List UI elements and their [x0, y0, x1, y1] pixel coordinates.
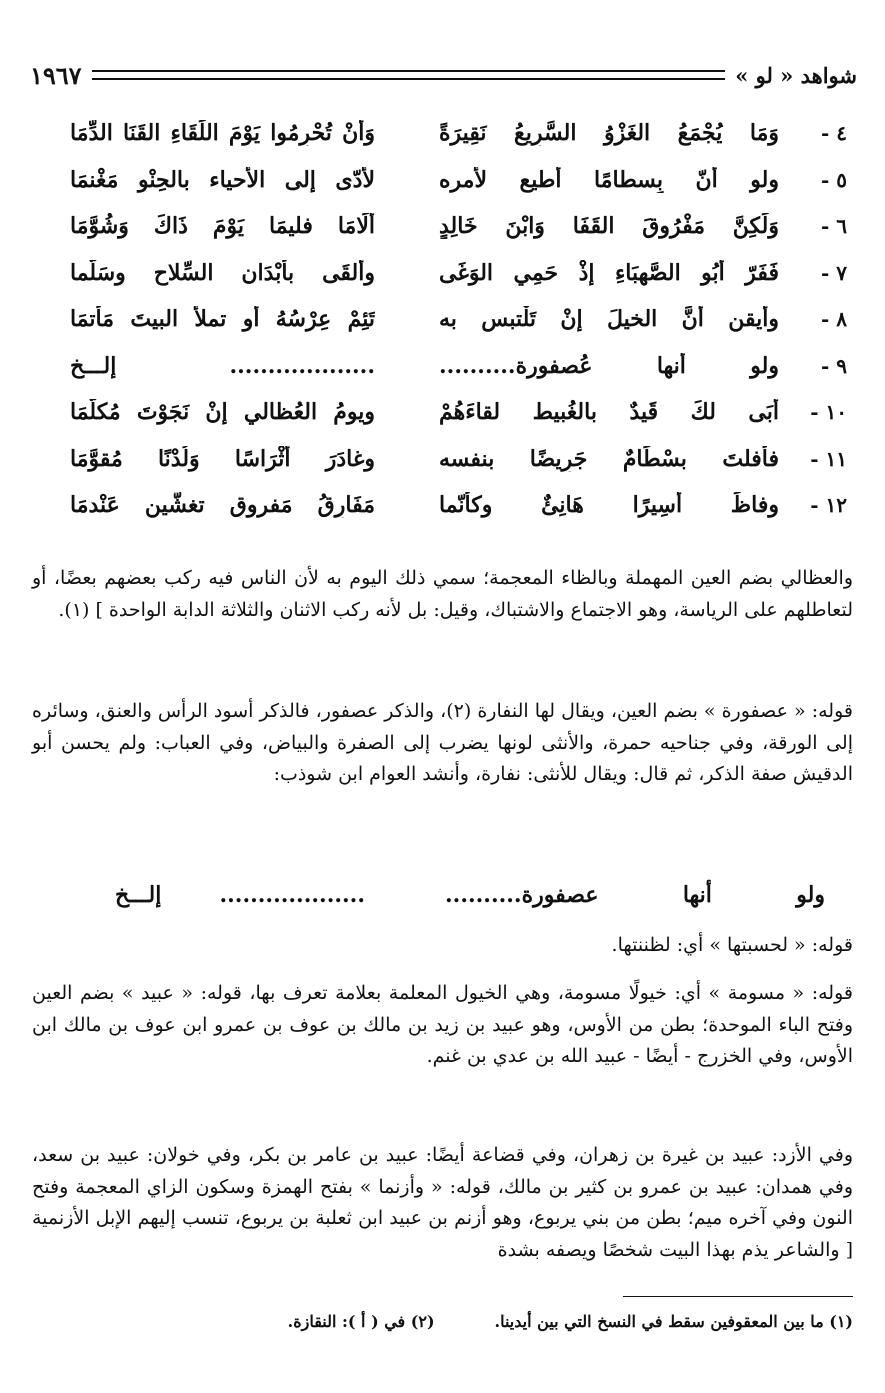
verse-second-hemistich: وغادَرَ أثْرَاسًا وَلُدْنًا مُقوَّمَا	[70, 445, 375, 472]
commentary-paragraph: والعظالي بضم العين المهملة وبالظاء المعجمة؛ سمي ذلك اليوم به لأن الناس فيه ركب بعضهم بعضًا، أو لتعاطلهم على الرياسة، وهو الاجتماع والاشتباك، وقيل: بل لأنه ركب الاثنان والثلاثة الدابة الواحدة ] (١).	[32, 567, 853, 621]
verse-number: ٧ -	[820, 260, 847, 285]
verse-first-hemistich: وَمَا يُجْمَعُ الغَزْوُ السَّرِيعُ نَقِيرَةً	[439, 120, 779, 147]
verse-second-hemistich: وألقَى بأبْدَان السِّلاح وسَلَّما	[70, 259, 375, 286]
verse-number: ٥ -	[820, 167, 847, 192]
verse-number: ٤ -	[820, 121, 847, 146]
quoted-verse-second-hemistich: ................... إلـــخ	[115, 882, 365, 908]
verse-number: ١١ -	[810, 446, 847, 471]
verse-line	[70, 250, 847, 297]
verse-second-hemistich: وَأَنْ تُحْرِمُوا يَوْمَ اللِّقَاءِ القَنَا الدِّمَا	[70, 120, 375, 147]
verse-first-hemistich: وفاظَ أَسِيرًا هَانِئٌ وكأنّما	[439, 492, 779, 519]
poem-verses	[70, 110, 847, 529]
verse-second-hemistich: تَئِمْ عِرْسُهُ أو تملأ البيتَ مَأْتمَا	[70, 306, 375, 333]
verse-number: ١٢ -	[810, 493, 847, 518]
verse-first-hemistich: وأيقن أنَّ الخيلَ إنْ تَلْتبس به	[439, 306, 779, 333]
page-number: ١٩٦٧	[30, 60, 82, 90]
header-rule	[92, 70, 726, 80]
verse-line	[70, 482, 847, 529]
verse-second-hemistich: أَلَامَا فليمَا يَوْمَ ذَاكَ وَشُوَّمَا	[70, 213, 375, 240]
verse-line	[70, 110, 847, 157]
commentary-paragraph: وفي الأزد: عبيد بن غيرة بن زهران، وفي قضاعة أيضًا: عبيد بن عامر بن بكر، وفي خولان: عبيد بن سعد، وفي همدان: عبيد بن عمرو بن كثير بن مالك، قوله: « وأزنما » بفتح الهمزة وسكون الزاي المعجمة وفتح النون وفي آخره ميم؛ بطن من بني يربوع، وهو أزنم بن عبيد ابن ثعلبة بن يربوع، تنسب إليهم الإبل الأزنمية [ والشاعر يذم بهذا البيت شخصًا ويصفه بشدة	[32, 1144, 853, 1261]
quoted-verse	[100, 873, 825, 917]
verse-line	[70, 436, 847, 483]
running-title: شواهد « لو »	[735, 62, 857, 88]
footnotes	[32, 1312, 853, 1331]
commentary-paragraph: قوله: « مسومة » أي: خيولًا مسومة، وهي الخيول المعلمة بعلامة تعرف بها، قوله: « عبيد » بضم العين وفتح الباء الموحدة؛ بطن من الأوس، وهو عبيد بن زيد بن مالك بن عوف بن عمرو ابن عوف بن مالك ابن الأوس، وفي الخزرج - أيضًا - عبيد الله بن عدي بن غنم.	[32, 982, 853, 1067]
verse-first-hemistich: وَلَكِنَّ مَفْرُوقَ القَفَا وَابْنَ خَالِدٍ	[439, 213, 779, 240]
verse-second-hemistich: ويومُ العُظالي إنْ نَجَوْتَ مُكلَّمَا	[70, 399, 375, 426]
verse-line	[70, 157, 847, 204]
footnote-2: (٢) في ( أ ): النقازة.	[287, 1312, 435, 1331]
verse-number: ٩ -	[820, 353, 847, 378]
verse-second-hemistich: لأدّى إلى الأحياء بالحِنْو مَغْنمَا	[70, 166, 375, 193]
footnote-rule	[623, 1296, 853, 1297]
commentary-paragraph: قوله: « عصفورة » بضم العين، ويقال لها النفارة (٢)، والذكر عصفور، فالذكر أسود الرأس والعنق، وسائره إلى الورقة، وفي جناحيه حمرة، والأنثى لونها يضرب إلى الصفرة والبياض، وفي العباب: ولم يحسن أبو الدقيش صفة الذكر، ثم قال: ويقال للأنثى: نفارة، وأنشد العوام ابن شوذب:	[32, 700, 853, 785]
verse-second-hemistich: ................... إلـــخ	[70, 352, 375, 379]
verse-line	[70, 389, 847, 436]
verse-first-hemistich: ولو أنها عُصفورة..........	[439, 352, 779, 379]
verse-first-hemistich: ولو أنّ بِسطامًا أُطيع لأمره	[439, 166, 779, 193]
verse-first-hemistich: أبَى لكَ قَيدٌ بالغُبيط لقاءَهُمْ	[439, 399, 779, 426]
verse-second-hemistich: مَفَارِقُ مَفروقٍ تغشَّين عَنْدمَا	[70, 492, 375, 519]
verse-line	[70, 343, 847, 390]
commentary-paragraph: قوله: « لحسبتها » أي: لظننتها.	[611, 934, 853, 956]
verse-line	[70, 296, 847, 343]
footnote-1: (١) ما بين المعقوفين سقط في النسخ التي بين أيدينا.	[494, 1312, 853, 1331]
verse-first-hemistich: فأفلتَ بسْطَامٌ جَرِيضًا بنفسه	[439, 445, 779, 472]
page-header	[30, 60, 857, 90]
quoted-verse-first-hemistich: ولو أنها عصفورة..........	[445, 882, 825, 908]
verse-number: ٦ -	[820, 214, 847, 239]
verse-line	[70, 203, 847, 250]
verse-number: ٨ -	[820, 307, 847, 332]
verse-first-hemistich: فَفَرّ أبُو الصَّهبَاءِ إِذْ حَمِي الوَغَى	[439, 259, 779, 286]
verse-number: ١٠ -	[810, 400, 847, 425]
